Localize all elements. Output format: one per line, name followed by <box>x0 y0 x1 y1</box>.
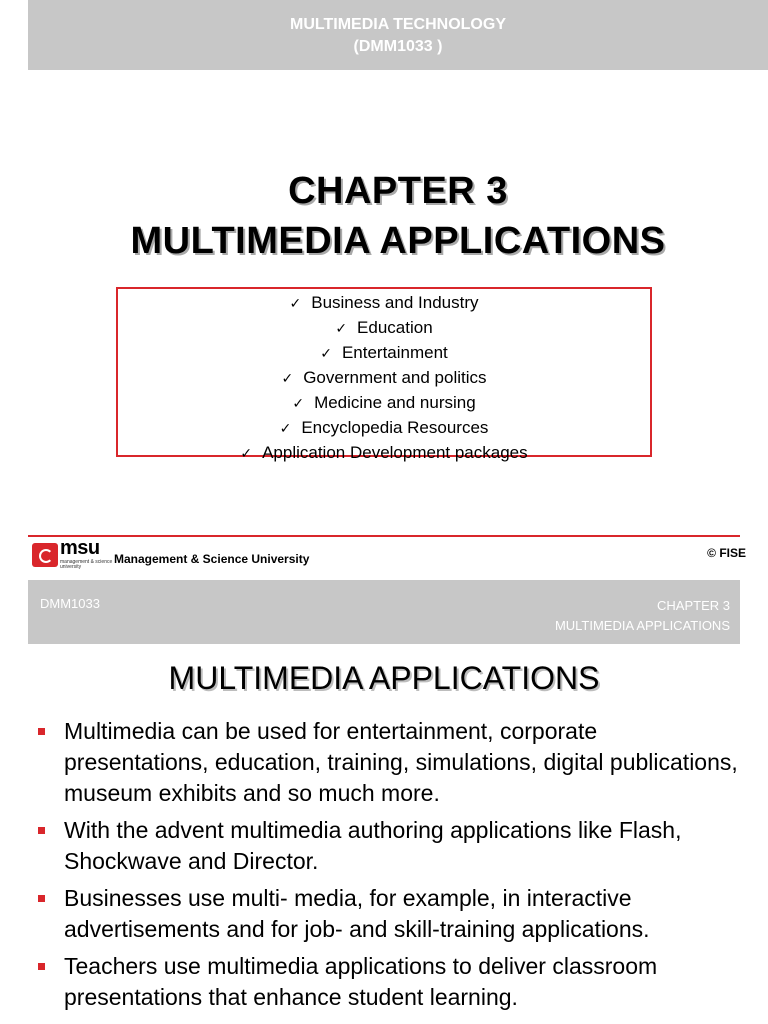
course-code: (DMM1033 ) <box>353 38 443 55</box>
slide2-title: MULTIMEDIA APPLICATIONS <box>168 660 600 696</box>
topic-label: Medicine and nursing <box>314 393 476 412</box>
slide1-header-bar <box>28 0 768 70</box>
chapter-subtitle-label: MULTIMEDIA APPLICATIONS <box>554 618 730 633</box>
topic-item <box>118 366 650 391</box>
bullet-text: Businesses use multi- media, for example, in interactive advertisements and for job- and skill-training applications. <box>64 885 650 942</box>
msu-logo <box>32 537 113 570</box>
chapter-number: CHAPTER 3 <box>288 170 508 212</box>
bullet-square-icon <box>38 728 45 735</box>
bullet-text: Teachers use multimedia applications to deliver classroom presentations that enhance student learning. <box>64 953 658 1010</box>
bullet-list <box>36 716 740 1019</box>
checkmark-icon: ✓ <box>279 421 292 437</box>
chapter-title <box>28 166 768 266</box>
topic-label: Business and Industry <box>311 293 479 312</box>
topics-box <box>116 287 652 462</box>
topic-item <box>118 341 650 366</box>
bullet-item <box>36 883 740 945</box>
bullet-text: Multimedia can be used for entertainment, corporate presentations, education, training, simulations, digital publications, museum exhibits and so much more. <box>64 718 738 806</box>
chapter-name: MULTIMEDIA APPLICATIONS <box>130 220 666 262</box>
footer-divider <box>28 535 740 537</box>
course-code-label: DMM1033 <box>40 596 100 611</box>
copyright: © FISE <box>707 546 746 560</box>
chapter-label <box>555 596 730 636</box>
checkmark-icon: ✓ <box>292 396 305 412</box>
bullet-square-icon <box>38 963 45 970</box>
topic-label: Education <box>357 318 433 337</box>
msu-emblem-icon <box>32 543 58 567</box>
logo-text: msu <box>60 537 100 559</box>
topic-item <box>118 316 650 341</box>
university-name: Management & Science University <box>114 552 310 566</box>
course-title: MULTIMEDIA TECHNOLOGY <box>290 16 506 33</box>
checkmark-icon: ✓ <box>335 321 348 337</box>
topic-label: Entertainment <box>341 343 448 362</box>
bullet-item <box>36 815 740 877</box>
bullet-item <box>36 716 740 809</box>
topic-item <box>118 291 650 316</box>
logo-subtext: management & science university <box>60 559 113 570</box>
bullet-item <box>36 951 740 1013</box>
checkmark-icon: ✓ <box>240 446 253 462</box>
checkmark-icon: ✓ <box>289 296 302 312</box>
bullet-square-icon <box>38 827 45 834</box>
slide2-header-bar <box>28 580 740 644</box>
checkmark-icon: ✓ <box>320 346 332 362</box>
topic-label: Application Development packages <box>262 443 528 462</box>
topic-item <box>118 391 650 416</box>
topic-label: Encyclopedia Resources <box>301 418 489 437</box>
bullet-text: With the advent multimedia authoring applications like Flash, Shockwave and Director. <box>64 817 682 874</box>
checkmark-icon: ✓ <box>281 371 294 387</box>
chapter-number-label: CHAPTER 3 <box>657 598 730 613</box>
topic-label: Government and politics <box>303 368 487 387</box>
bullet-square-icon <box>38 895 45 902</box>
topic-item <box>118 416 650 441</box>
topic-item <box>118 441 650 466</box>
